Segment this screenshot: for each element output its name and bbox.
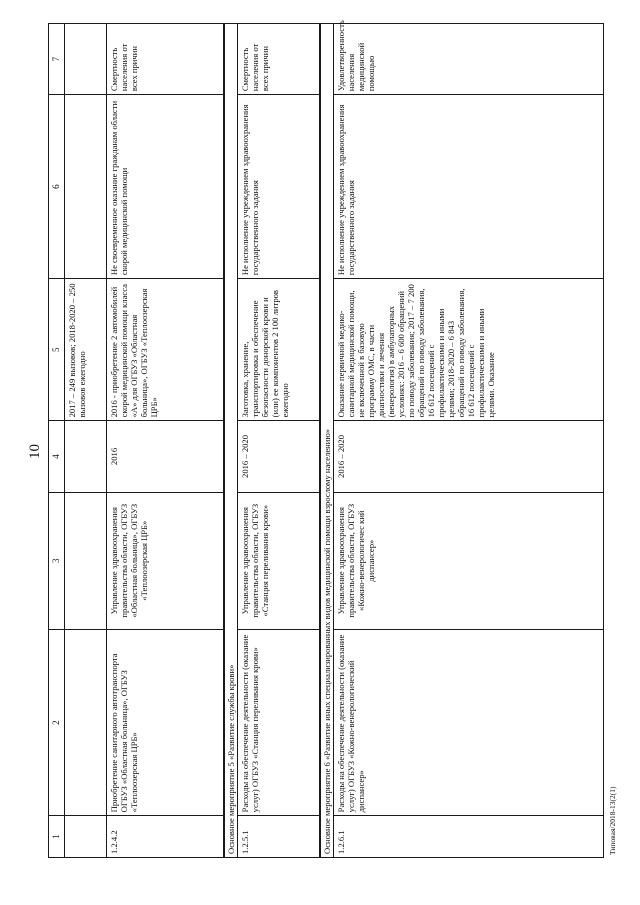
executor: Управление здравоохранения правительства области, ОГБУЗ «Станция переливания крови» — [238, 492, 320, 629]
row0-result: 2017 – 249 вызовов; 2018-2020 – 250 вызовов ежегодно — [64, 279, 106, 421]
section-row — [320, 24, 334, 858]
consequence: Не исполнение учреждением здравоохранения государственного задания — [238, 95, 320, 279]
section-row — [224, 24, 238, 858]
header-col-3: 3 — [49, 492, 65, 629]
consequence: Не своевременное оказание гражданам области скорой медицинской помощи — [106, 95, 224, 279]
table-row — [64, 24, 106, 858]
header-row — [49, 24, 65, 858]
measure-name: Расходы на обеспечение деятельности (оказание услуг) ОГБУЗ «Кожно-венерологический диспансер» — [333, 629, 603, 815]
header-col-7: 7 — [49, 24, 65, 95]
program-measures-table — [48, 20, 604, 858]
executor: Управление здравоохранения правительства области, ОГБУЗ «Кожно-венерологичес кий диспансер» — [333, 492, 603, 629]
consequence: Не исполнение учреждением здравоохранения государственного задания — [333, 95, 603, 279]
measure-name: Приобретение санитарного автотранспорта ОГБУЗ «Областная больница», ОГБУЗ «Теплоозерская ЦРБ» — [106, 629, 224, 815]
term: 2016 — [106, 421, 224, 492]
indicator: Смертность населения от всех причин — [106, 24, 224, 95]
table-row — [106, 24, 224, 858]
term: 2016 – 2020 — [238, 421, 320, 492]
row-number: 1.2.4.2 — [106, 816, 224, 858]
section-title-6: Основное мероприятие 6 «Развитие иных специализированных видов медицинской помощи взрослому населению» — [320, 24, 334, 858]
expected-result: Заготовка, хранение, транспортировка и обеспечение безопасности донорской крови и (или) ее компонентов 2 100 литров ежегодно — [238, 279, 320, 421]
header-col-2: 2 — [49, 629, 65, 815]
row-number: 1.2.6.1 — [333, 816, 603, 858]
header-col-1: 1 — [49, 816, 65, 858]
term: 2016 – 2020 — [333, 421, 603, 492]
section-title-5: Основное мероприятие 5 «Развитие службы крови» — [224, 24, 238, 858]
page-number: 10 — [27, 444, 43, 459]
header-col-6: 6 — [49, 95, 65, 279]
footer-document-code: Типовая/2018-13(2(1) — [608, 786, 617, 855]
table-row — [333, 24, 603, 858]
expected-result: 2016 - приобретение 2 автомобилей скорой медицинской помощи класса «А» для ОГБУЗ «Областная больница», ОГБУЗ «Теплоозерская ЦРБ» — [106, 279, 224, 421]
table-row — [238, 24, 320, 858]
expected-result: Оказание первичной медико-санитарной медицинской помощи, не включенной в базовую программу ОМС, в части диагностики и лечения (венерология) в амбулаторных условиях: 2016 – 6 600 обращений по поводу заболевания; 2017 – 7 200 обращений по поводу заболевания, 16 612 посещений с профилактическими и иными целями; 2018-2020 – 6 843 обращений по поводу заболевания, 16 612 посещений с профилактическими и иными целями. Оказание — [333, 279, 603, 421]
executor: Управление здравоохранения правительства области, ОГБУЗ «Областная больница», ОГБУЗ «Теплоозерская ЦРБ» — [106, 492, 224, 629]
header-col-5: 5 — [49, 279, 65, 421]
header-col-4: 4 — [49, 421, 65, 492]
rotated-table-container — [48, 20, 604, 858]
indicator: Удовлетворенность населения медицинской помощью — [333, 24, 603, 95]
row-number: 1.2.5.1 — [238, 816, 320, 858]
measure-name: Расходы на обеспечение деятельности (оказание услуг) ОГБУЗ «Станция переливания крови» — [238, 629, 320, 815]
indicator: Смертность населения от всех причин — [238, 24, 320, 95]
